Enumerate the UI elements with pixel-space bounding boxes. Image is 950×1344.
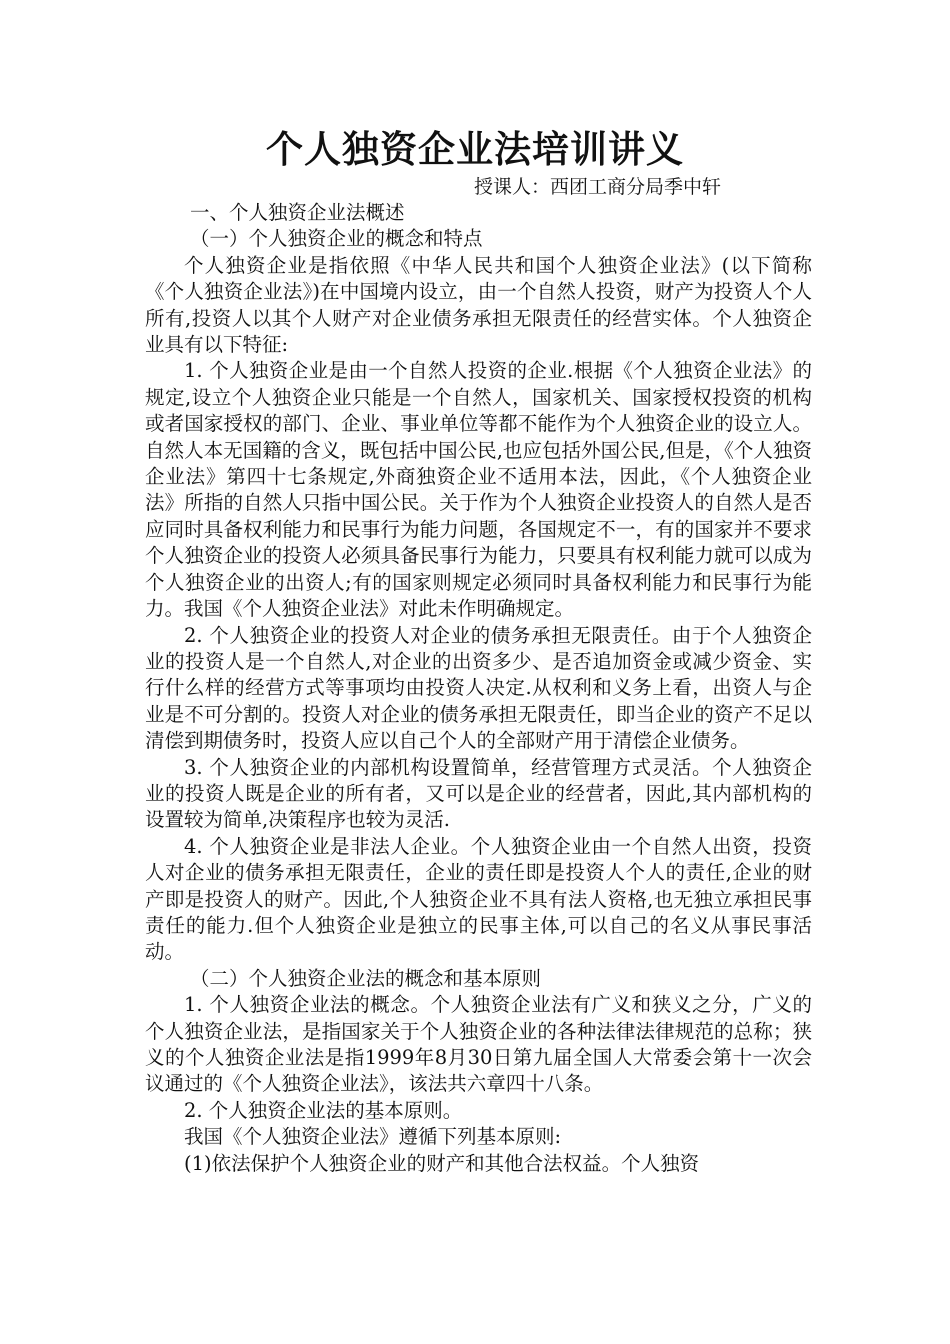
body-paragraph: 3. 个人独资企业的内部机构设置简单，经营管理方式灵活。个人独资企业的投资人既是企业的所有者，又可以是企业的经营者，因此,其内部机构的设置较为简单,决策程序也较为灵活.: [145, 755, 812, 832]
body-paragraph: 2. 个人独资企业的投资人对企业的债务承担无限责任。由于个人独资企业的投资人是一个自然人,对企业的出资多少、是否追加资金或减少资金、实行什么样的经营方式等事项均由投资人决定.从权利和义务上看，出资人与企业是不可分割的。投资人对企业的债务承担无限责任，即当企业的资产不足以清偿到期债务时，投资人应以自己个人的全部财产用于清偿企业债务。: [145, 623, 812, 753]
subsection-heading: （一）个人独资企业的概念和特点: [190, 227, 483, 251]
body-paragraph: (1)依法保护个人独资企业的财产和其他合法权益。个人独资: [184, 1151, 700, 1175]
author-line: 授课人：西团工商分局季中轩: [474, 176, 722, 198]
section-heading: 一、个人独资企业法概述: [190, 201, 405, 224]
body-paragraph: 2. 个人独资企业法的基本原则。: [184, 1098, 463, 1122]
body-paragraph: 4. 个人独资企业是非法人企业。个人独资企业由一个自然人出资，投资人对企业的债务承担无限责任，企业的责任即是投资人个人的责任,企业的财产即是投资人的财产。因此,个人独资企业不具有法人资格,也无独立承担民事责任的能力.但个人独资企业是独立的民事主体,可以自己的名义从事民事活动。: [145, 834, 812, 964]
subsection-heading: （二）个人独资企业法的概念和基本原则: [190, 966, 542, 990]
body-paragraph: 1. 个人独资企业是由一个自然人投资的企业.根据《个人独资企业法》的规定,设立个人独资企业只能是一个自然人，国家机关、国家授权投资的机构或者国家授权的部门、企业、事业单位等都不能作为个人独资企业的设立人。自然人本无国籍的含义，既包括中国公民,也应包括外国公民,但是，《个人独资企业法》第四十七条规定,外商独资企业不适用本法，因此，《个人独资企业法》所指的自然人只指中国公民。关于作为个人独资企业投资人的自然人是否应同时具备权利能力和民事行为能力问题，各国规定不一，有的国家并不要求个人独资企业的投资人必须具备民事行为能力，只要具有权利能力就可以成为个人独资企业的出资人;有的国家则规定必须同时具备权利能力和民事行为能力。我国《个人独资企业法》对此未作明确规定。: [145, 359, 812, 621]
document-body: [145, 200, 812, 1177]
body-paragraph: 个人独资企业是指依照《中华人民共和国个人独资企业法》(以下简称《个人独资企业法》)在中国境内设立，由一个自然人投资，财产为投资人个人所有,投资人以其个人财产对企业债务承担无限责任的经营实体。个人独资企业具有以下特征:: [145, 253, 812, 357]
body-paragraph: 我国《个人独资企业法》遵循下列基本原则:: [184, 1125, 562, 1149]
document-title: 个人独资企业法培训讲义: [266, 128, 684, 171]
body-paragraph: 1. 个人独资企业法的概念。个人独资企业法有广义和狭义之分，广义的个人独资企业法，是指国家关于个人独资企业的各种法律法律规范的总称；狭义的个人独资企业法是指1999年8月30日第九届全国人大常委会第十一次会议通过的《个人独资企业法》，该法共六章四十八条。: [145, 993, 812, 1096]
